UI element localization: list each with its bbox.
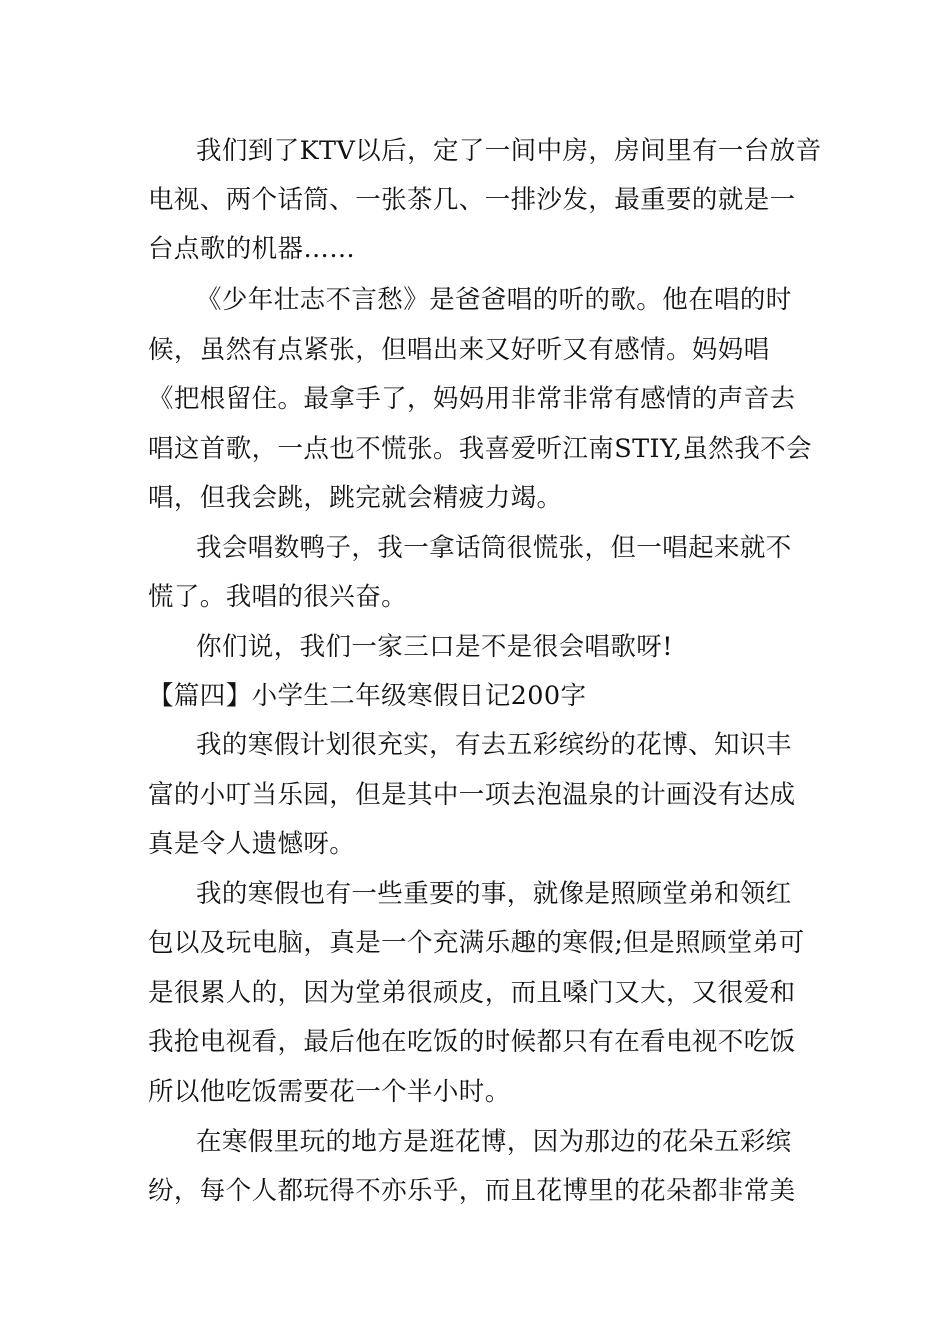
paragraph-line: 我的寒假计划很充实，有去五彩缤纷的花博、知识丰 — [196, 730, 792, 760]
paragraph-line: 是很累人的，因为堂弟很顽皮，而且嗓门又大，又很爱和 — [148, 978, 796, 1008]
paragraph-line: 《把根留住。最拿手了，妈妈用非常非常有感情的声音去 — [148, 384, 796, 414]
paragraph-line: 唱这首歌，一点也不慌张。我喜爱听江南STIY,虽然我不会 — [148, 434, 812, 464]
paragraph-line: 我的寒假也有一些重要的事，就像是照顾堂弟和领红 — [196, 879, 792, 909]
paragraph-line: 你们说，我们一家三口是不是很会唱歌呀! — [196, 632, 673, 662]
paragraph-line: 慌了。我唱的很兴奋。 — [148, 582, 408, 612]
paragraph-line: 我会唱数鸭子，我一拿话筒很慌张，但一唱起来就不 — [196, 533, 792, 563]
paragraph-line: 在寒假里玩的地方是逛花博，因为那边的花朵五彩缤 — [196, 1127, 792, 1157]
paragraph-line: 富的小叮当乐园，但是其中一项去泡温泉的计画没有达成 — [148, 780, 796, 810]
section-heading: 【篇四】小学生二年级寒假日记200字 — [148, 681, 587, 711]
paragraph-line: 纷，每个人都玩得不亦乐乎，而且花博里的花朵都非常美 — [148, 1176, 796, 1206]
paragraph-line: 我抢电视看，最后他在吃饭的时候都只有在看电视不吃饭 — [148, 1027, 796, 1057]
paragraph-line: 《少年壮志不言愁》是爸爸唱的听的歌。他在唱的时 — [196, 285, 792, 315]
paragraph-line: 所以他吃饭需要花一个半小时。 — [148, 1077, 511, 1107]
paragraph-line: 唱，但我会跳，跳完就会精疲力竭。 — [148, 483, 563, 513]
paragraph-line: 我们到了KTV以后，定了一间中房，房间里有一台放音 — [196, 136, 822, 166]
paragraph-line: 电视、两个话筒、一张茶几、一排沙发，最重要的就是一 — [148, 185, 796, 215]
paragraph-line: 候，虽然有点紧张，但唱出来又好听又有感情。妈妈唱 — [148, 335, 770, 365]
paragraph-line: 真是令人遗憾呀。 — [148, 829, 356, 859]
paragraph-line: 包以及玩电脑，真是一个充满乐趣的寒假;但是照顾堂弟可 — [148, 928, 805, 958]
paragraph-line: 台点歌的机器…… — [148, 234, 356, 264]
